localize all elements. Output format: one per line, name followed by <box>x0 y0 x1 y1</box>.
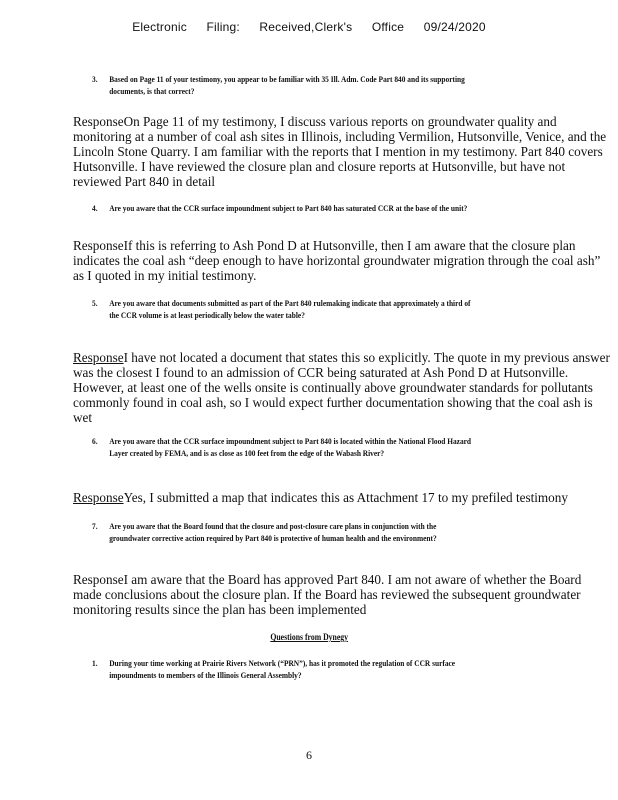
response-6 <box>73 490 613 505</box>
response-4 <box>73 238 613 283</box>
response-label: Response <box>73 350 124 365</box>
response-5 <box>73 350 613 425</box>
page-number: 6 <box>306 748 312 762</box>
header-date: 09/24/2020 <box>423 20 486 34</box>
question-text: Are you aware that documents submitted as part of the Part 840 rulemaking indicate that approximately a third of the CCR volume is at least periodically below the water table? <box>109 298 471 320</box>
response-label: Response <box>73 114 124 129</box>
response-label: Response <box>73 572 124 587</box>
section-title: Questions from Dynegy <box>270 632 348 642</box>
question-text: Are you aware that the CCR surface impoundment subject to Part 840 has saturated CCR at the base of the unit? <box>109 203 468 213</box>
question-number: 7. <box>92 521 98 531</box>
header-filing: Filing: <box>206 20 240 34</box>
question-text: Are you aware that the Board found that the closure and post-closure care plans in conjunction with the groundwater corrective action required by Part 840 is protective of human health and the environment? <box>109 521 437 543</box>
response-text: If this is referring to Ash Pond D at Hutsonville, then I am aware that the closure plan indicates the coal ash “deep enough to have horizontal groundwater migration through the coal ash” as I quoted in my initial testimony. <box>73 238 601 283</box>
header-electronic: Electronic <box>132 20 187 34</box>
response-text: On Page 11 of my testimony, I discuss various reports on groundwater quality and monitoring at a number of coal ash sites in Illinois, including Vermilion, Hutsonville, Venice, and the Lincoln Stone Quarry. I am familiar with the reports that I mention in my testimony. Part 840 covers Hutsonville. I have reviewed the closure plan and closure reports at Hutsonville, but have not reviewed Part 840 in detail <box>73 114 607 189</box>
question-text: Based on Page 11 of your testimony, you appear to be familiar with 35 Ill. Adm. Code Part 840 and its supporting documents, is that correct? <box>109 74 465 96</box>
response-label: Response <box>73 490 124 505</box>
header-received: Received,Clerk's <box>259 20 353 34</box>
header-office: Office <box>371 20 405 34</box>
question-number: 6. <box>92 436 98 446</box>
question-number: 3. <box>92 74 98 84</box>
question-number: 5. <box>92 298 98 308</box>
question-number: 1. <box>92 658 98 668</box>
question-number: 4. <box>92 203 98 213</box>
filing-header <box>0 20 618 34</box>
response-text: I have not located a document that states this so explicitly. The quote in my previous answer was the closest I found to an admission of CCR being saturated at Ash Pond D at Hutsonville. However, at least one of the wells onsite is continually above groundwater standards for pollutants commonly found in coal ash, so I would expect further documentation showing that the coal ash is wet <box>73 350 610 425</box>
response-label: Response <box>73 238 124 253</box>
response-text: Yes, I submitted a map that indicates this as Attachment 17 to my prefiled testimony <box>123 490 568 505</box>
question-text: During your time working at Prairie Rivers Network (“PRN”), has it promoted the regulation of CCR surface impoundments to members of the Illinois General Assembly? <box>109 658 456 680</box>
response-7 <box>73 572 613 617</box>
question-text: Are you aware that the CCR surface impoundment subject to Part 840 is located within the National Flood Hazard Layer created by FEMA, and is as close as 100 feet from the edge of the Wabash River? <box>109 436 472 458</box>
response-3 <box>73 114 613 189</box>
response-text: I am aware that the Board has approved Part 840. I am not aware of whether the Board made conclusions about the closure plan. If the Board has reviewed the subsequent groundwater monitoring results since the plan has been implemented <box>73 572 582 617</box>
